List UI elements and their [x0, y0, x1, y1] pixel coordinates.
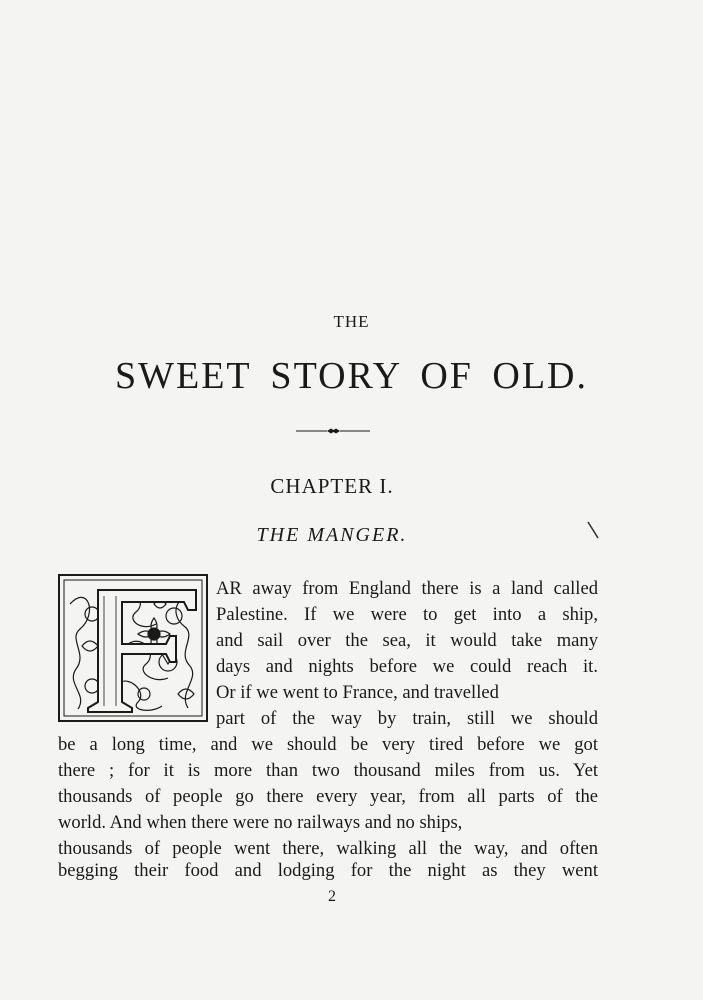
chapter-label: CHAPTER I.	[270, 474, 394, 498]
body-line-11: thousands of people went there, walking all the way, and often	[58, 838, 598, 859]
body-line-9: thousands of people go there every year, from all parts of the	[58, 786, 598, 807]
chapter-title: THE MANGER.	[256, 524, 408, 546]
book-title: SWEET STORY OF OLD.	[114, 355, 588, 397]
body-line-1	[216, 580, 598, 599]
illuminated-drop-cap-icon	[58, 574, 208, 722]
series-title: THE	[333, 312, 370, 331]
body-line-text: AR away from England there is a land called	[216, 578, 598, 599]
body-line-12: begging their food and lodging for the night as they went	[58, 860, 598, 881]
stray-ink-mark-icon	[586, 520, 600, 542]
body-line-6: part of the way by train, still we should	[216, 708, 598, 729]
body-line-5: Or if we went to France, and travelled	[216, 682, 499, 703]
body-line-10: world. And when there were no railways and no ships,	[58, 812, 463, 833]
body-line-3: and sail over the sea, it would take many	[216, 630, 598, 651]
body-line-7: be a long time, and we should be very tired before we got	[58, 734, 598, 755]
ornament-rule-icon	[296, 426, 370, 436]
body-line-8: there ; for it is more than two thousand miles from us. Yet	[58, 760, 598, 781]
page-number: 2	[328, 888, 336, 905]
body-line-4: days and nights before we could reach it.	[216, 656, 598, 677]
body-line-2: Palestine. If we were to get into a ship,	[216, 604, 598, 625]
